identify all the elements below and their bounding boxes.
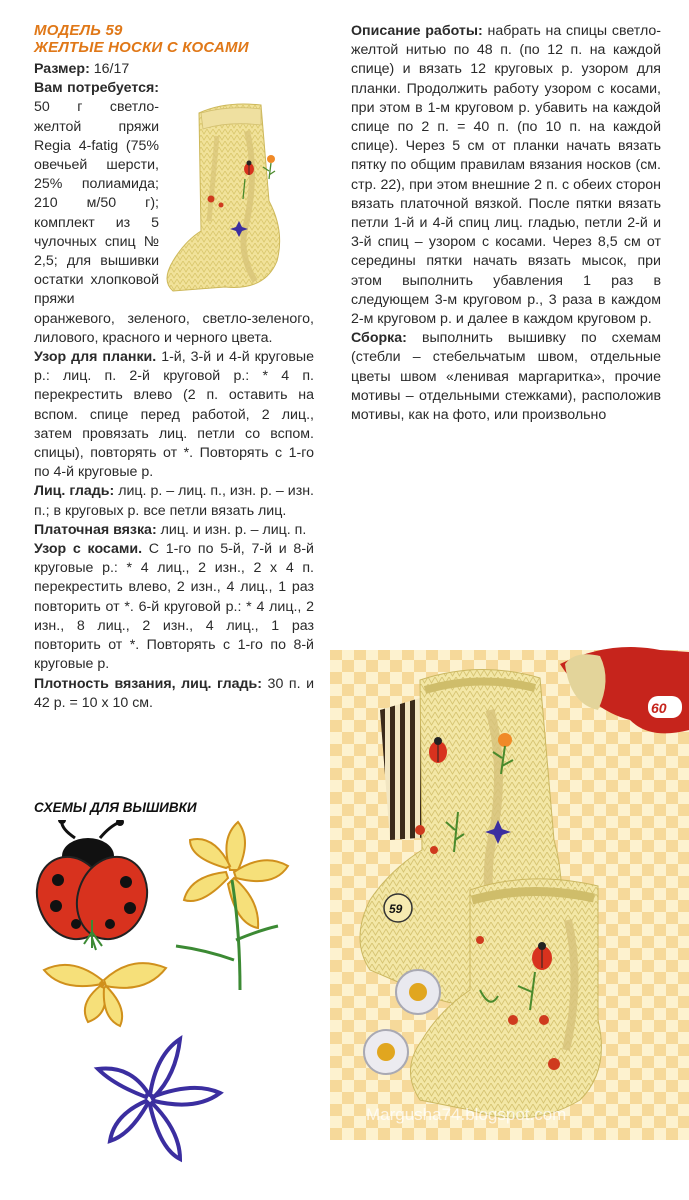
band-label: Узор для планки. xyxy=(34,349,157,366)
embroidery-title: СХЕМЫ ДЛЯ ВЫШИВКИ xyxy=(34,800,197,815)
left-column xyxy=(34,60,314,713)
assembly-text: выполнить вышивку по схемам (стебли – стебельчатым швом, отдельные цветы швом «ленивая маргаритка», прочие мотивы – отдельными стежками), расположив мотивы, как на фото, или произвольно xyxy=(351,330,661,424)
photo-badge: 59 xyxy=(389,902,403,916)
page-tag: 60 xyxy=(651,700,667,716)
band-text: 1-й, 3-й и 4-й круговые р.: лиц. п. 2-й круговой р.: * 4 п. перекрестить влево (2 п. оставить на вспом. спице перед работой, 2 лиц., затем провязать лиц. петли со вспом. спицы), повторять от *. Повторять с 1-го по 4-й круговые р. xyxy=(34,349,315,481)
violet-flower-motif xyxy=(98,1039,220,1159)
assembly-label: Сборка: xyxy=(351,330,407,347)
stockinette-text: лиц. р. – лиц. п., изн. р. – изн. п.; в круговых р. все петли вязать лиц. xyxy=(34,483,314,519)
yellow-flower-motif xyxy=(176,822,288,990)
gauge-text: 30 п. и 42 р. = 10 х 10 см. xyxy=(34,675,315,711)
orange-flower-motif xyxy=(44,963,166,1026)
right-column xyxy=(351,22,661,425)
model-number: МОДЕЛЬ 59 xyxy=(34,22,123,39)
size-label: Размер: xyxy=(34,61,90,77)
needs-text: 50 г светло-желтой пряжи Regia 4-fatig (75% овечьей шерсти, 25% полиамида; 210 м/50 г); комплект из 5 чулочных спиц № 2,5; для вышивки остатки хлопковой пряжи оранжевого, зеленого, светло-зеленого, лилового, красного и черного цвета. xyxy=(34,99,314,346)
sock-image xyxy=(165,81,320,301)
cable-label: Узор с косами. xyxy=(34,541,143,558)
garter-label: Платочная вязка: xyxy=(34,521,157,538)
embroidery-schemes xyxy=(30,820,320,1190)
watermark: Margusha74.blogspot.com xyxy=(366,1105,567,1124)
garter-text: лиц. и изн. р. – лиц. п. xyxy=(156,521,307,538)
gauge-label: Плотность вязания, лиц. гладь: xyxy=(34,675,262,692)
size-value: 16/17 xyxy=(89,61,130,77)
cable-text: С 1-го по 5-й, 7-й и 8-й круговые р.: * 4 лиц., 2 изн., 2 х 4 п. перекрестить влево, 2 изн., 4 лиц., 1 раз повторить от *. 6-й круговой р.: * 4 лиц., 2 изн., 8 лиц., 2 изн., 4 лиц., 1 раз повторить от *. Повторять с 1-го по 8-й круговые р. xyxy=(34,541,314,673)
model-title: ЖЕЛТЫЕ НОСКИ С КОСАМИ xyxy=(34,39,249,56)
needs-label: Вам потребуется: xyxy=(34,80,159,97)
socks-photo xyxy=(330,600,689,1140)
stockinette-label: Лиц. гладь: xyxy=(34,483,115,500)
ladybug-motif xyxy=(30,820,158,950)
description-text: набрать на спицы светло-желтой нитью по 48 п. (по 12 п. на каждой спице) и вязать 12 круговых р. узором для планки. Продолжить работу узором с косами, при этом в 1-м круговом р. убавить на каждой спице по 2 п. = 40 п. (по 10 п. на каждой спице). Через 5 см от планки начать вязать пятку по общим правилам вязания носков (см. стр. 22), при этом внешние 2 п. с обеих сторон вязать платочной вязкой. После пятки вязать петли 1-й и 4-й спиц лиц. гладью, петли 2-й и 3-й спиц – узором с косами. Через 8,5 см от середины пятки начать вязать мысок, при этом выполнить убавления 1 раз в следующем 3-м круговом р., 3 раза в каждом 2-м круговом р. и далее в каждом круговом р. xyxy=(351,23,662,328)
description-label: Описание работы: xyxy=(351,23,483,39)
